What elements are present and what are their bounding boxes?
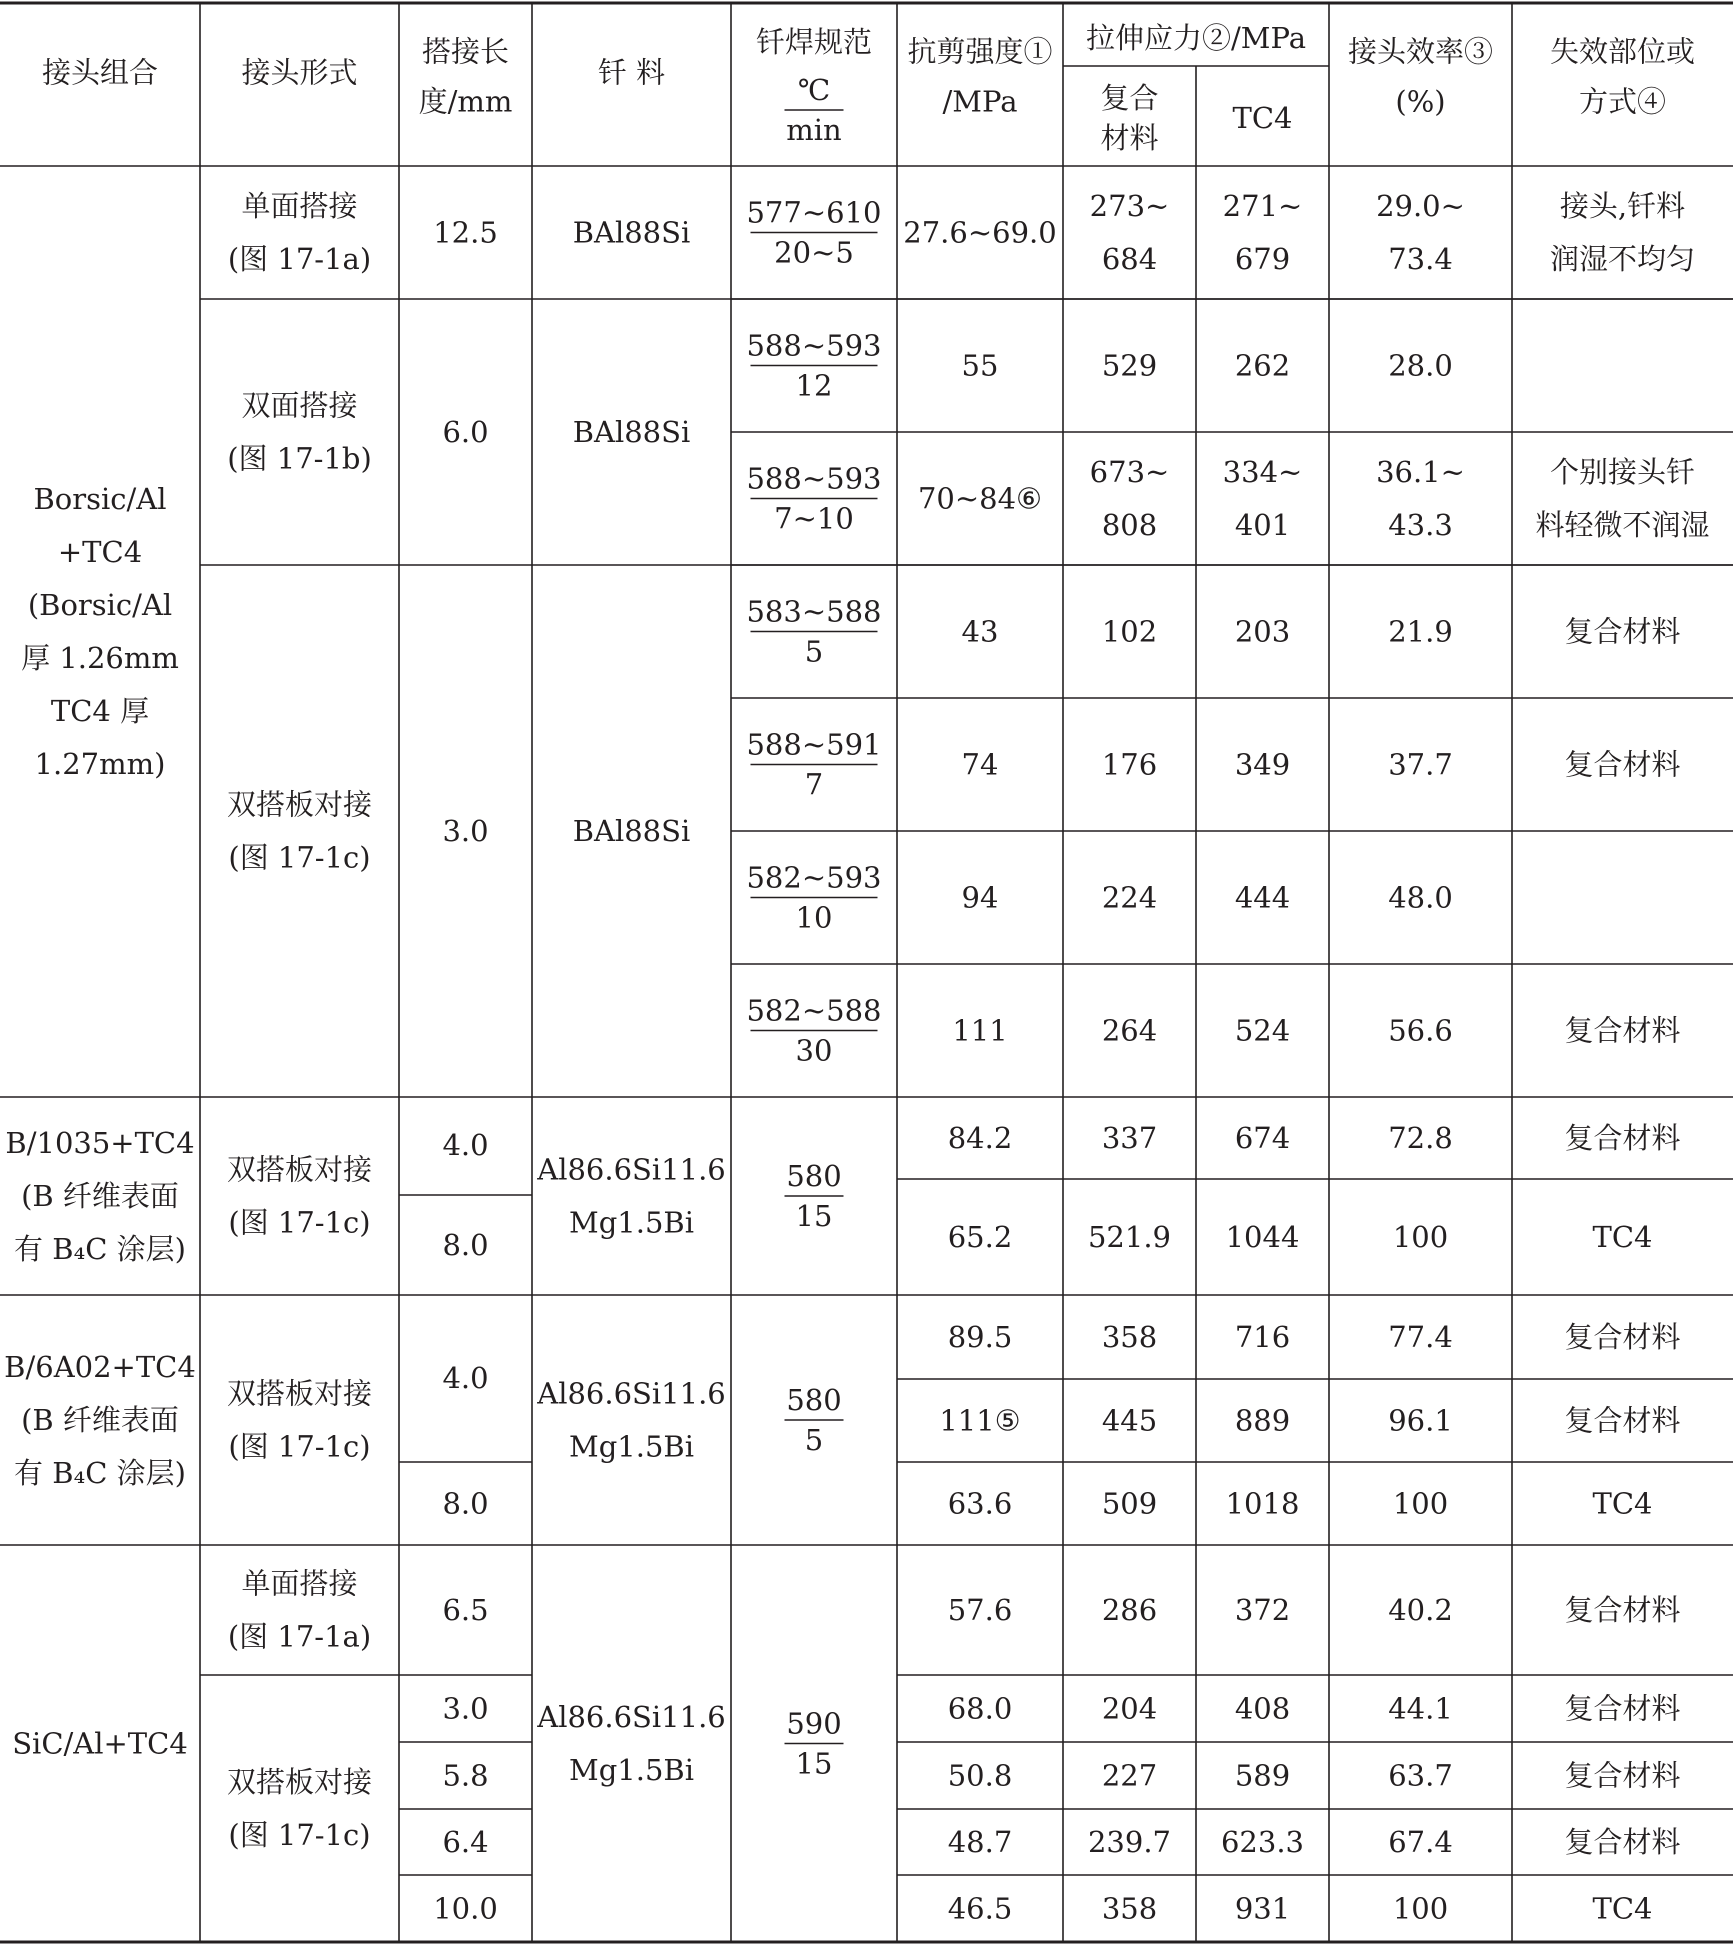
tensile-tc4: 1018 [1225,1486,1300,1521]
joint-combination: 有 B₄C 涂层) [14,1456,186,1490]
failure-location: TC4 [1592,1220,1653,1254]
joint-efficiency: 40.2 [1388,1593,1453,1627]
joint-form: 双面搭接 [241,388,358,423]
overlap-length: 6.0 [442,415,489,449]
failure-location: 复合材料 [1564,1825,1681,1859]
tensile-composite: 286 [1101,1593,1158,1627]
spec-temperature: 583~588 [746,594,882,629]
spec-time: 5 [804,1423,824,1457]
joint-efficiency: 100 [1392,1220,1449,1254]
joint-form: 单面搭接 [241,189,358,223]
failure-location: 复合材料 [1564,1691,1681,1726]
shear-strength: 111⑤ [939,1403,1021,1438]
joint-efficiency: 96.1 [1388,1403,1453,1438]
shear-strength: 74 [961,747,999,782]
spec-temperature: 577~610 [746,195,882,230]
joint-efficiency: 43.3 [1388,508,1453,542]
shear-strength: 50.8 [947,1758,1013,1793]
filler-metal: Al86.6Si11.6 [537,1152,726,1187]
spec-time: 15 [795,1746,833,1781]
failure-location: 接头,钎料 [1559,189,1686,223]
spec-temperature: 588~593 [746,461,882,496]
header-shear-strength: 抗剪强度① [907,34,1053,69]
shear-strength: 84.2 [947,1121,1013,1155]
tensile-tc4: 334~ [1222,455,1303,489]
joint-combination: TC4 厚 [50,694,150,728]
shear-strength: 55 [961,348,999,383]
spec-temperature: ℃ [797,73,831,107]
header-tc4: TC4 [1232,101,1293,135]
joint-form: 双搭板对接 [226,787,373,822]
tensile-tc4: 262 [1234,348,1291,383]
joint-efficiency: 56.6 [1388,1013,1453,1048]
overlap-length: 6.4 [442,1825,489,1859]
joint-efficiency: 100 [1392,1891,1449,1926]
spec-time: 20~5 [774,235,854,270]
overlap-length: 4.0 [442,1128,489,1162]
spec-temperature: 582~588 [746,993,882,1028]
shear-strength: 111 [952,1013,1008,1048]
filler-metal: Al86.6Si11.6 [537,1376,726,1411]
shear-strength: 89.5 [947,1320,1013,1354]
header-joint-form: 接头形式 [241,55,358,90]
joint-efficiency: 100 [1392,1486,1449,1521]
tensile-composite: 102 [1101,614,1158,649]
tensile-tc4: 524 [1234,1013,1291,1048]
joint-efficiency: 21.9 [1388,614,1453,649]
joint-combination: (B 纤维表面 [21,1403,179,1437]
joint-efficiency: 36.1~ [1376,455,1465,489]
spec-temperature: 588~591 [746,727,882,762]
tensile-composite: 358 [1101,1891,1158,1926]
tensile-composite: 337 [1101,1121,1158,1155]
failure-location: 复合材料 [1564,1593,1681,1627]
joint-form: (图 17-1c) [228,1429,371,1464]
failure-location: 料轻微不润湿 [1535,508,1710,542]
tensile-composite: 521.9 [1087,1220,1172,1254]
tensile-tc4: 679 [1234,242,1291,276]
joint-combination: Borsic/Al [33,482,167,516]
tensile-tc4: 589 [1234,1758,1291,1793]
joint-combination: SiC/Al+TC4 [12,1726,188,1761]
joint-combination: 有 B₄C 涂层) [14,1232,186,1266]
overlap-length: 10.0 [433,1891,498,1926]
header-shear-strength: /MPa [942,84,1018,119]
spec-time: 7 [804,767,824,802]
tensile-tc4: 271~ [1222,189,1303,223]
overlap-length: 8.0 [442,1486,489,1521]
spec-temperature: 580 [786,1159,842,1193]
failure-location: 复合材料 [1564,1758,1681,1793]
overlap-length: 8.0 [442,1228,489,1262]
overlap-length: 4.0 [442,1361,489,1395]
failure-location: 复合材料 [1564,614,1681,649]
header-overlap-length: 搭接长 [421,34,510,69]
spec-time: 7~10 [774,501,854,536]
joint-efficiency: 77.4 [1388,1320,1453,1354]
overlap-length: 5.8 [442,1758,489,1793]
shear-strength: 27.6~69.0 [903,215,1057,250]
tensile-composite: 358 [1101,1320,1158,1354]
overlap-length: 6.5 [442,1593,489,1627]
spec-temperature: 582~593 [746,860,882,895]
header-joint-combination: 接头组合 [41,55,159,90]
overlap-length: 3.0 [442,814,489,848]
joint-combination: B/6A02+TC4 [4,1350,196,1384]
failure-location: 复合材料 [1564,747,1681,782]
joint-efficiency: 48.0 [1388,880,1453,915]
header-joint-efficiency: (%) [1395,84,1446,119]
spec-time: 12 [795,368,833,403]
header-brazing-spec: 钎焊规范 [755,25,873,59]
header-failure: 失效部位或 [1549,34,1696,69]
shear-strength: 57.6 [947,1593,1013,1627]
spec-time: 10 [795,900,833,935]
filler-metal: Al86.6Si11.6 [537,1700,726,1734]
tensile-composite: 673~ [1089,455,1170,489]
tensile-tc4: 444 [1234,880,1291,915]
spec-time: 5 [804,634,824,669]
joint-combination: (Borsic/Al [27,588,173,622]
shear-strength: 43 [961,614,999,649]
filler-metal: Mg1.5Bi [569,1205,694,1240]
tensile-tc4: 1044 [1225,1220,1300,1254]
joint-form: 双搭板对接 [226,1152,373,1187]
tensile-tc4: 349 [1234,747,1291,782]
shear-strength: 94 [961,880,999,915]
joint-form: (图 17-1c) [228,1818,371,1852]
header-filler: 钎 料 [597,55,666,90]
tensile-composite: 684 [1101,242,1158,276]
failure-location: 复合材料 [1564,1320,1681,1354]
tensile-composite: 204 [1101,1691,1158,1726]
failure-location: 复合材料 [1564,1121,1681,1155]
spec-temperature: 590 [786,1706,842,1741]
joint-efficiency: 44.1 [1388,1691,1453,1726]
shear-strength: 65.2 [947,1220,1013,1254]
failure-location: TC4 [1592,1891,1653,1926]
filler-metal: Mg1.5Bi [569,1753,694,1787]
tensile-tc4: 408 [1234,1691,1291,1726]
failure-location: 复合材料 [1564,1013,1681,1048]
shear-strength: 48.7 [947,1825,1013,1859]
joint-form: (图 17-1c) [228,1205,371,1240]
overlap-length: 3.0 [442,1691,489,1726]
tensile-tc4: 372 [1234,1593,1291,1627]
failure-location: TC4 [1592,1486,1653,1521]
spec-temperature: 588~593 [746,328,882,363]
joint-form: (图 17-1b) [227,441,372,476]
header-composite: 材料 [1100,121,1159,155]
tensile-composite: 239.7 [1087,1825,1172,1859]
tensile-tc4: 401 [1234,508,1291,542]
tensile-composite: 176 [1101,747,1158,782]
joint-form: 双搭板对接 [226,1376,373,1411]
spec-time: min [786,113,842,147]
filler-metal: BAl88Si [572,814,691,848]
tensile-tc4: 889 [1234,1403,1291,1438]
tensile-tc4: 203 [1234,614,1291,649]
filler-metal: BAl88Si [572,415,691,449]
spec-time: 15 [795,1199,833,1233]
failure-location: 复合材料 [1564,1403,1681,1438]
tensile-composite: 445 [1101,1403,1158,1438]
header-joint-efficiency: 接头效率③ [1347,34,1494,69]
joint-combination: 1.27mm) [34,747,166,781]
joint-efficiency: 28.0 [1388,348,1453,383]
joint-form: 单面搭接 [241,1566,358,1601]
joint-combination: B/1035+TC4 [5,1126,195,1160]
failure-location: 个别接头钎 [1549,455,1696,489]
joint-form: 双搭板对接 [226,1765,373,1799]
tensile-tc4: 674 [1234,1121,1291,1155]
spec-time: 30 [795,1033,833,1068]
header-composite: 复合 [1100,81,1159,115]
joint-efficiency: 63.7 [1388,1758,1453,1793]
joint-efficiency: 37.7 [1388,747,1453,782]
joint-combination: (B 纤维表面 [21,1179,179,1213]
joint-efficiency: 73.4 [1388,242,1453,276]
tensile-composite: 264 [1101,1013,1158,1048]
tensile-tc4: 716 [1234,1320,1291,1354]
filler-metal: Mg1.5Bi [569,1429,694,1464]
tensile-tc4: 623.3 [1220,1825,1305,1859]
tensile-composite: 808 [1101,508,1158,542]
shear-strength: 68.0 [947,1691,1013,1726]
joint-form: (图 17-1a) [227,242,372,276]
header-tensile-stress: 拉伸应力②/MPa [1086,21,1306,55]
joint-form: (图 17-1a) [227,1619,372,1654]
overlap-length: 12.5 [433,215,498,250]
shear-strength: 63.6 [947,1486,1013,1521]
joint-combination: +TC4 [57,535,143,569]
tensile-tc4: 931 [1234,1891,1291,1926]
spec-temperature: 580 [786,1383,842,1417]
joint-combination: 厚 1.26mm [21,641,179,675]
header-failure: 方式④ [1578,84,1667,119]
tensile-composite: 509 [1101,1486,1158,1521]
failure-location: 润湿不均匀 [1549,242,1696,276]
tensile-composite: 227 [1101,1758,1158,1793]
joint-efficiency: 29.0~ [1376,189,1465,223]
filler-metal: BAl88Si [572,215,691,250]
shear-strength: 46.5 [947,1891,1013,1926]
tensile-composite: 529 [1101,348,1158,383]
joint-form: (图 17-1c) [228,840,371,875]
tensile-composite: 273~ [1089,189,1170,223]
tensile-composite: 224 [1101,880,1158,915]
header-overlap-length: 度/mm [418,84,513,119]
joint-efficiency: 67.4 [1388,1825,1453,1859]
shear-strength: 70~84⑥ [917,481,1043,516]
joint-efficiency: 72.8 [1388,1121,1453,1155]
